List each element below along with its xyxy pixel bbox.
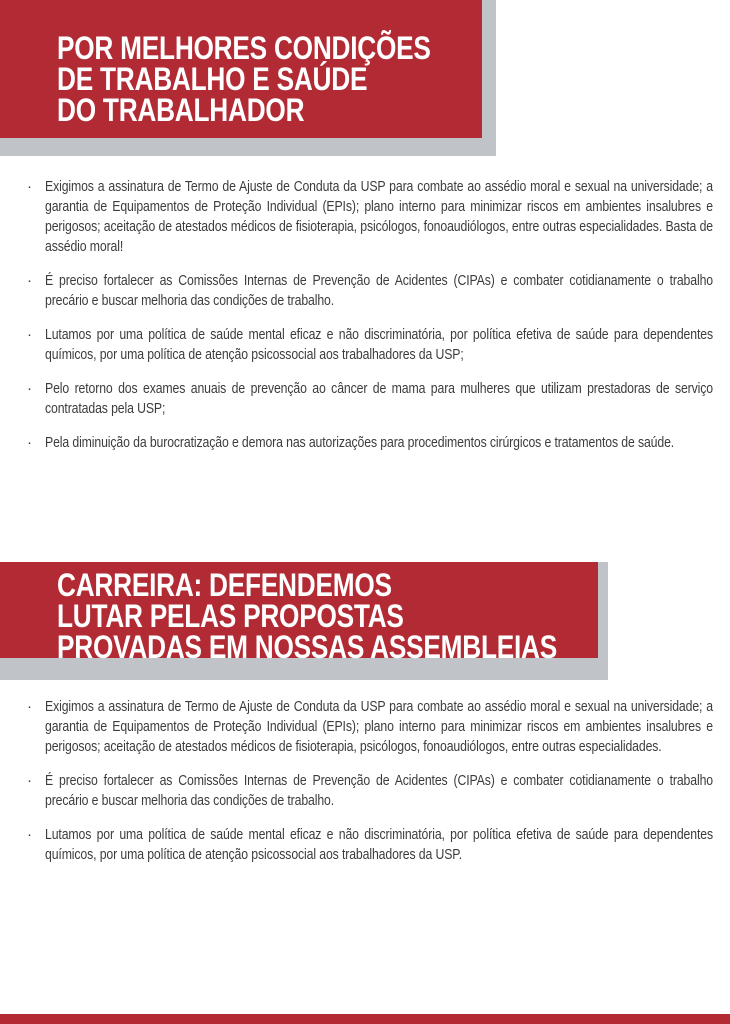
banner2-title xyxy=(57,567,697,665)
bullet-dot-icon: · xyxy=(27,272,32,289)
list-item xyxy=(0,697,730,757)
banner-career xyxy=(0,562,598,665)
bullet-text: É preciso fortalecer as Comissões Internas de Prevenção de Acidentes (CIPAs) e combater cotidianamente o trabalho precário e buscar melhoria das condições de trabalho. xyxy=(45,772,713,809)
bullet-text: Pelo retorno dos exames anuais de prevenção ao câncer de mama para mulheres que utilizam prestadoras de serviço contratadas pela USP; xyxy=(45,380,713,417)
section-health-bullets xyxy=(0,177,730,453)
banner2-line2: LUTAR PELAS PROPOSTAS xyxy=(57,598,404,634)
list-item xyxy=(0,177,730,257)
bullet-text: Pela diminuição da burocratização e demora nas autorizações para procedimentos cirúrgicos e tratamentos de saúde. xyxy=(45,434,675,451)
list-item xyxy=(0,771,730,811)
banner2-line3: PROVADAS EM NOSSAS ASSEMBLEIAS xyxy=(57,629,558,665)
list-item xyxy=(0,325,730,365)
bullet-dot-icon: · xyxy=(27,698,32,715)
bullet-text: Exigimos a assinatura de Termo de Ajuste de Conduta da USP para combate ao assédio moral e sexual na universidade; a garantia de Equipamentos de Proteção Individual (EPIs); plano interno para minimizar riscos em ambientes insalubres e perigosos; aceitação de atestados médicos de fisioterapia, psicólogos, fonoaudiólogos, entre outras especialidades. xyxy=(45,698,713,755)
bullet-text: Exigimos a assinatura de Termo de Ajuste de Conduta da USP para combate ao assédio moral e sexual na universidade; a garantia de Equipamentos de Proteção Individual (EPIs); plano interno para minimizar riscos em ambientes insalubres e perigosos; aceitação de atestados médicos de fisioterapia, psicólogos, fonoaudiólogos, entre outras especialidades. Basta de assédio moral! xyxy=(45,178,713,255)
list-item xyxy=(0,825,730,865)
bullet-dot-icon: · xyxy=(27,326,32,343)
bullet-dot-icon: · xyxy=(27,178,32,195)
banner1-line3: DO TRABALHADOR xyxy=(57,92,305,128)
section-career-bullets xyxy=(0,697,730,865)
list-item xyxy=(0,271,730,311)
list-item xyxy=(0,379,730,419)
banner2-line1: CARREIRA: DEFENDEMOS xyxy=(57,567,392,603)
banner1-line2: DE TRABALHO E SAÚDE xyxy=(57,61,368,97)
footer-red-bar xyxy=(0,1014,730,1024)
bullet-dot-icon: · xyxy=(27,434,32,451)
banner1-title xyxy=(57,30,697,128)
bullet-text: Lutamos por uma política de saúde mental eficaz e não discriminatória, por política efetiva de saúde para dependentes químicos, por uma política de atenção psicossocial aos trabalhadores da USP. xyxy=(45,826,713,863)
list-item xyxy=(0,433,730,453)
bullet-dot-icon: · xyxy=(27,826,32,843)
banner-health-conditions xyxy=(0,0,482,138)
banner1-line1: POR MELHORES CONDIÇÕES xyxy=(57,30,431,66)
bullet-dot-icon: · xyxy=(27,380,32,397)
bullet-text: É preciso fortalecer as Comissões Internas de Prevenção de Acidentes (CIPAs) e combater cotidianamente o trabalho precário e buscar melhoria das condições de trabalho. xyxy=(45,272,713,309)
bullet-dot-icon: · xyxy=(27,772,32,789)
bullet-text: Lutamos por uma política de saúde mental eficaz e não discriminatória, por política efetiva de saúde para dependentes químicos, por uma política de atenção psicossocial aos trabalhadores da USP; xyxy=(45,326,713,363)
